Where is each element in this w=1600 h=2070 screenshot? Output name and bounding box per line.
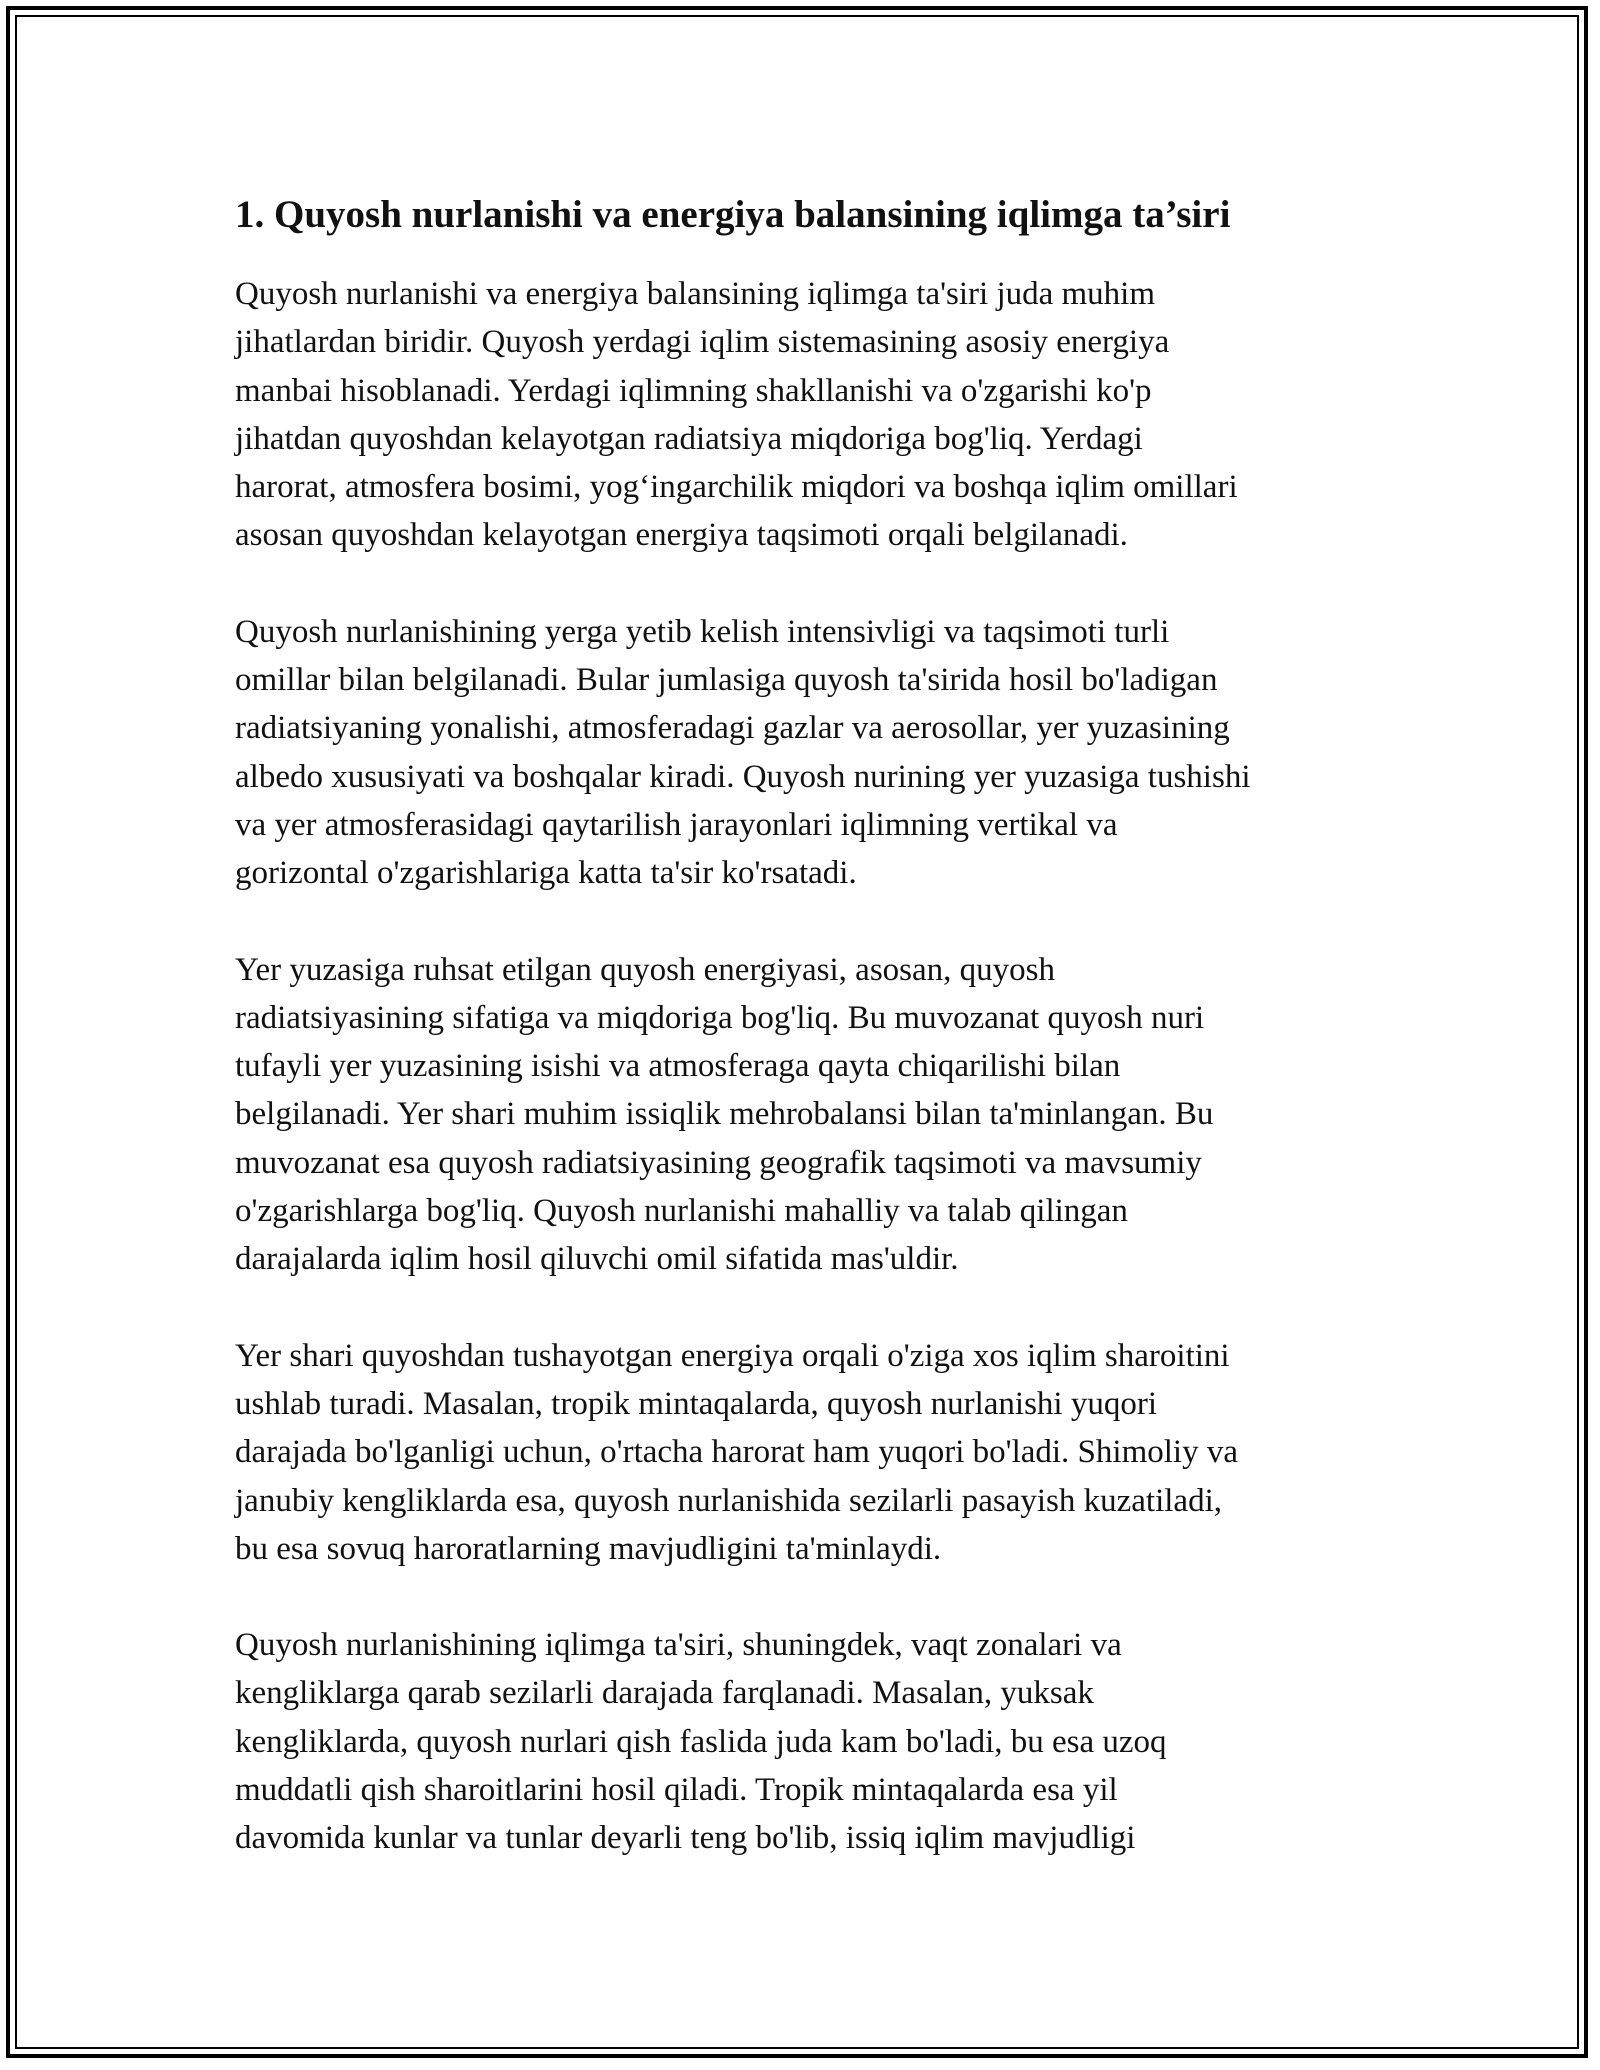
text-line: Yer shari quyoshdan tushayotgan energiya orqali o'ziga xos iqlim sharoitini: [235, 1337, 1230, 1374]
text-line: o'zgarishlarga bog'liq. Quyosh nurlanishi mahalliy va talab qilingan: [235, 1193, 1128, 1230]
text-line: Quyosh nurlanishining iqlimga ta'siri, shuningdek, vaqt zonalari va: [235, 1627, 1122, 1664]
text-line: darajada bo'lganligi uchun, o'rtacha harorat ham yuqori bo'ladi. Shimoliy va: [235, 1434, 1238, 1471]
text-line: asosan quyoshdan kelayotgan energiya taqsimoti orqali belgilanadi.: [235, 517, 1128, 554]
paragraph-2: [235, 608, 1385, 898]
text-line: Yer yuzasiga ruhsat etilgan quyosh energiyasi, asosan, quyosh: [235, 951, 1055, 988]
text-line: davomida kunlar va tunlar deyarli teng bo'lib, issiq iqlim mavjudligi: [235, 1820, 1136, 1857]
text-line: va yer atmosferasidagi qaytarilish jarayonlari iqlimning vertikal va: [235, 806, 1118, 843]
text-line: radiatsiyasining sifatiga va miqdoriga bog'liq. Bu muvozanat quyosh nuri: [235, 999, 1205, 1036]
text-line: kengliklarga qarab sezilarli darajada farqlanadi. Masalan, yuksak: [235, 1675, 1094, 1712]
text-line: Quyosh nurlanishining yerga yetib kelish intensivligi va taqsimoti turli: [235, 613, 1170, 650]
text-line: janubiy kengliklarda esa, quyosh nurlanishida sezilarli pasayish kuzatiladi,: [235, 1482, 1222, 1519]
text-line: jihatdan quyoshdan kelayotgan radiatsiya miqdoriga bog'liq. Yerdagi: [235, 420, 1143, 457]
paragraph-list: [235, 270, 1385, 1863]
paragraph-3: [235, 946, 1385, 1284]
paragraph-5: [235, 1621, 1385, 1862]
text-line: harorat, atmosfera bosimi, yog‘ingarchilik miqdori va boshqa iqlim omillari: [235, 469, 1238, 506]
text-line: muddatli qish sharoitlarini hosil qiladi. Tropik mintaqalarda esa yil: [235, 1772, 1118, 1809]
text-line: ushlab turadi. Masalan, tropik mintaqalarda, quyosh nurlanishi yuqori: [235, 1385, 1157, 1422]
paragraph-4: [235, 1332, 1385, 1573]
text-line: darajalarda iqlim hosil qiluvchi omil sifatida mas'uldir.: [235, 1241, 959, 1278]
section-heading: 1. Quyosh nurlanishi va energiya balansining iqlimga ta’siri: [235, 193, 1231, 236]
text-line: muvozanat esa quyosh radiatsiyasining geografik taqsimoti va mavsumiy: [235, 1144, 1202, 1181]
paragraph-1: [235, 270, 1385, 560]
text-line: tufayli yer yuzasining isishi va atmosferaga qayta chiqarilishi bilan: [235, 1048, 1121, 1085]
text-line: gorizontal o'zgarishlariga katta ta'sir ko'rsatadi.: [235, 855, 857, 892]
text-line: Quyosh nurlanishi va energiya balansining iqlimga ta'siri juda muhim: [235, 276, 1156, 312]
text-line: kengliklarda, quyosh nurlari qish faslida juda kam bo'ladi, bu esa uzoq: [235, 1723, 1167, 1760]
text-line: jihatlardan biridir. Quyosh yerdagi iqlim sistemasining asosiy energiya: [235, 324, 1170, 361]
text-line: albedo xususiyati va boshqalar kiradi. Quyosh nurining yer yuzasiga tushishi: [235, 758, 1251, 795]
text-line: radiatsiyaning yonalishi, atmosferadagi gazlar va aerosollar, yer yuzasining: [235, 710, 1230, 747]
text-line: omillar bilan belgilanadi. Bular jumlasiga quyosh ta'sirida hosil bo'ladigan: [235, 662, 1218, 699]
document-body: [235, 188, 1385, 1911]
text-line: belgilanadi. Yer shari muhim issiqlik mehrobalansi bilan ta'minlangan. Bu: [235, 1096, 1214, 1133]
text-line: manbai hisoblanadi. Yerdagi iqlimning shakllanishi va o'zgarishi ko'p: [235, 372, 1152, 409]
text-line: bu esa sovuq haroratlarning mavjudligini ta'minlaydi.: [235, 1530, 942, 1567]
